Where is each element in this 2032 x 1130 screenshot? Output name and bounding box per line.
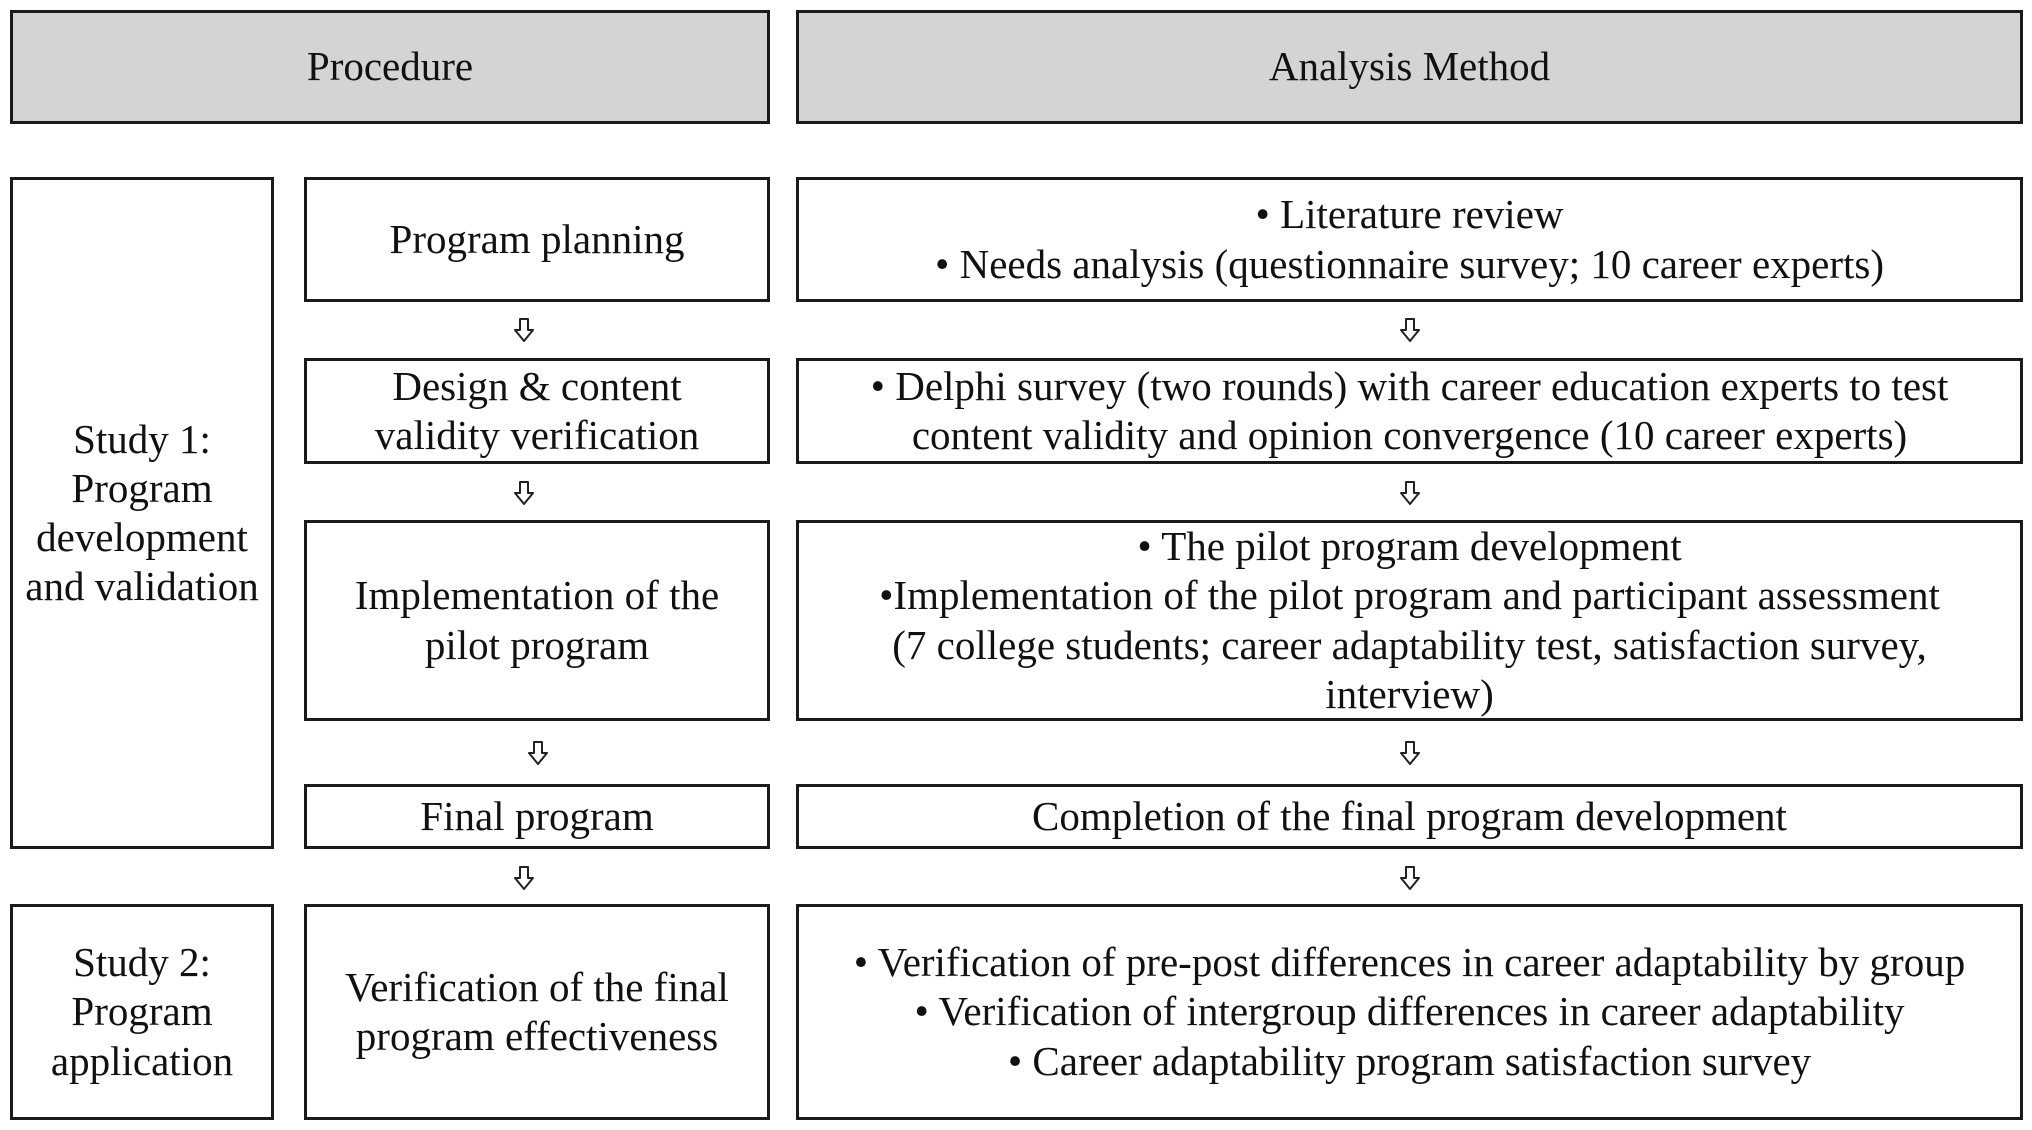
study-1-line-2: Program — [71, 464, 213, 511]
procedure-step-line: validity verification — [374, 412, 700, 458]
analysis-method-line: • Verification of pre-post differences in career adaptability by group — [853, 939, 1966, 986]
study-2-line-1: Study 2: — [73, 939, 211, 986]
analysis-method-delphi — [796, 358, 2023, 464]
analysis-method-header-label: Analysis Method — [1268, 43, 1551, 90]
procedure-header — [10, 10, 770, 124]
study-2-line-2: Program — [71, 988, 213, 1035]
study-1-line-1: Study 1: — [73, 415, 211, 462]
procedure-step-program-planning — [304, 177, 770, 302]
analysis-method-line: • Literature review — [1255, 191, 1564, 238]
analysis-method-line: interview) — [1325, 670, 1494, 717]
procedure-header-label: Procedure — [306, 43, 474, 90]
procedure-step-line: pilot program — [424, 621, 650, 668]
procedure-step-line: Verification of the final — [345, 963, 729, 1010]
procedure-step-design-validity — [304, 358, 770, 464]
down-arrow-icon — [1390, 862, 1430, 894]
analysis-method-line: •Implementation of the pilot program and participant assessment — [879, 572, 1940, 619]
procedure-step-pilot-implementation — [304, 520, 770, 721]
down-arrow-icon — [1390, 737, 1430, 769]
down-arrow-icon — [504, 314, 544, 346]
analysis-method-line: Completion of the final program development — [1032, 792, 1787, 839]
study-1-line-3: development — [36, 514, 248, 560]
down-arrow-icon — [1390, 477, 1430, 509]
analysis-method-line: • The pilot program development — [1137, 523, 1682, 570]
analysis-method-line: • Delphi survey (two rounds) with career education experts to test — [870, 362, 1949, 409]
study-1-line-4: and validation — [25, 563, 259, 610]
procedure-step-line: program effectiveness — [355, 1013, 719, 1059]
down-arrow-icon — [1390, 314, 1430, 346]
procedure-step-line: Design & content — [392, 362, 682, 409]
procedure-step-final-program — [304, 784, 770, 849]
study-2-box — [10, 904, 274, 1120]
analysis-method-pilot — [796, 520, 2023, 721]
analysis-method-line: • Verification of intergroup differences in career adaptability — [914, 988, 1905, 1035]
analysis-method-line: content validity and opinion convergence (10 career experts) — [911, 412, 1908, 458]
study-1-box — [10, 177, 274, 849]
down-arrow-icon — [518, 737, 558, 769]
analysis-method-line: • Needs analysis (questionnaire survey; 10 career experts) — [934, 240, 1885, 287]
procedure-step-line: Final program — [420, 792, 654, 839]
analysis-method-line: (7 college students; career adaptability test, satisfaction survey, — [892, 621, 1927, 668]
procedure-step-line: Program planning — [389, 215, 685, 262]
analysis-method-planning — [796, 177, 2023, 302]
procedure-step-verification-effectiveness — [304, 904, 770, 1120]
procedure-step-line: Implementation of the — [354, 572, 720, 619]
down-arrow-icon — [504, 862, 544, 894]
analysis-method-completion — [796, 784, 2023, 849]
analysis-method-header — [796, 10, 2023, 124]
down-arrow-icon — [504, 477, 544, 509]
analysis-method-line: • Career adaptability program satisfaction survey — [1007, 1037, 1812, 1084]
analysis-method-verification — [796, 904, 2023, 1120]
study-2-line-3: application — [50, 1037, 234, 1084]
